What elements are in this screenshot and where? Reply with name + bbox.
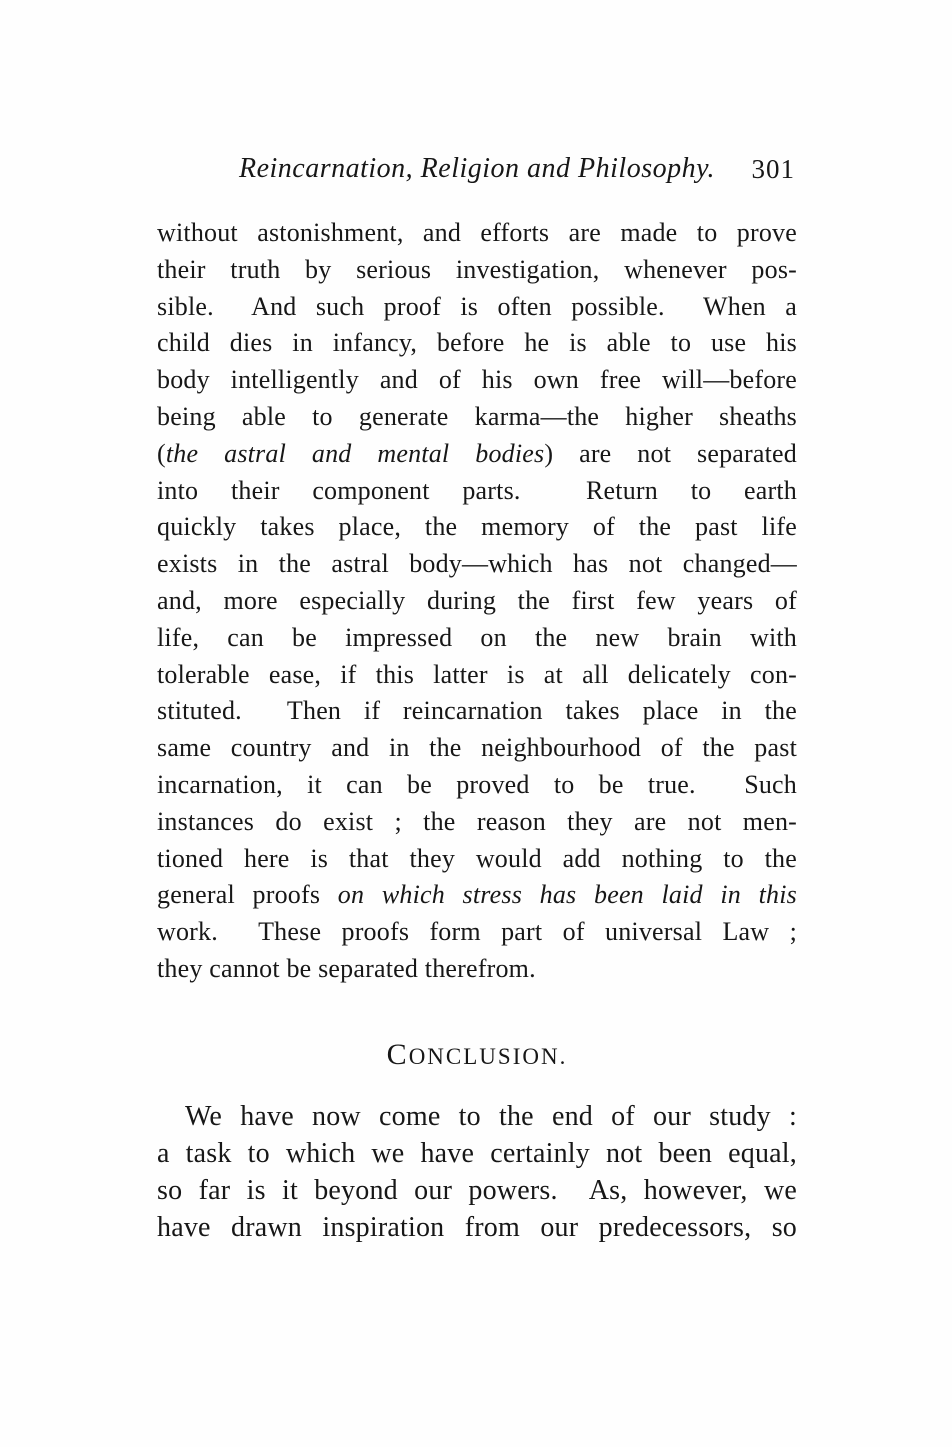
italic-text-segment: the astral and mental bodies xyxy=(165,438,545,468)
text-line xyxy=(157,1135,797,1172)
text-line xyxy=(157,1098,797,1135)
text-line xyxy=(157,289,797,326)
text-segment: tioned here is that they would add nothing to the xyxy=(157,843,797,873)
text-segment: same country and in the neighbourhood of the past xyxy=(157,733,797,763)
text-line xyxy=(157,730,797,767)
text-line xyxy=(157,362,797,399)
text-line xyxy=(157,841,797,878)
section-heading-rest: ONCLUSION. xyxy=(408,1043,568,1069)
text-segment: and, more especially during the first few years of xyxy=(157,585,797,615)
text-segment: sible. And such proof is often possible. When a xyxy=(157,291,797,321)
text-segment: being able to generate karma—the higher sheaths xyxy=(157,401,797,431)
text-segment: quickly takes place, the memory of the past life xyxy=(157,512,797,542)
text-segment: child dies in infancy, before he is able to use his xyxy=(157,328,797,358)
paragraph-conclusion xyxy=(157,1098,797,1247)
text-line xyxy=(157,583,797,620)
text-line xyxy=(157,399,797,436)
text-segment: so far is it beyond our powers. As, however, we xyxy=(157,1175,797,1207)
text-segment: instances do exist ; the reason they are not men- xyxy=(157,806,797,836)
italic-text-segment: on which stress has been laid in this xyxy=(337,880,797,910)
text-segment: work. These proofs form part of universal Law ; xyxy=(157,917,797,947)
section-heading-initial: C xyxy=(386,1037,409,1071)
text-line xyxy=(157,877,797,914)
text-line xyxy=(157,473,797,510)
text-segment: into their component parts. Return to earth xyxy=(157,475,797,505)
text-line xyxy=(157,657,797,694)
text-segment: without astonishment, and efforts are made to prove xyxy=(157,218,797,247)
text-line xyxy=(157,509,797,546)
section-heading xyxy=(157,1037,797,1072)
text-segment: We have now come to the end of our study : xyxy=(185,1100,797,1132)
text-segment: tolerable ease, if this latter is at all delicately con- xyxy=(157,659,797,689)
page-content xyxy=(157,0,797,1247)
paragraph-continuation xyxy=(157,215,797,988)
text-segment: ) are not separated xyxy=(544,438,797,468)
running-header xyxy=(157,153,797,185)
text-segment: general proofs xyxy=(157,880,338,910)
text-segment: life, can be impressed on the new brain with xyxy=(157,622,797,652)
text-line xyxy=(157,325,797,362)
text-line xyxy=(157,1172,797,1209)
running-header-title: Reincarnation, Religion and Philosophy. xyxy=(238,153,715,184)
text-line xyxy=(157,620,797,657)
text-line xyxy=(157,951,797,988)
text-line xyxy=(157,693,797,730)
text-line xyxy=(157,252,797,289)
page-number: 301 xyxy=(751,154,795,184)
text-line xyxy=(157,436,797,473)
text-segment: stituted. Then if reincarnation takes place in the xyxy=(157,696,797,726)
text-segment: body intelligently and of his own free will—before xyxy=(157,365,797,395)
text-segment: their truth by serious investigation, whenever pos- xyxy=(157,254,797,284)
text-segment: exists in the astral body—which has not changed— xyxy=(157,549,797,579)
text-segment: they cannot be separated therefrom. xyxy=(157,953,536,983)
text-segment: have drawn inspiration from our predecessors, so xyxy=(157,1212,797,1244)
text-line xyxy=(157,767,797,804)
text-segment: ( xyxy=(157,438,166,468)
text-line xyxy=(157,215,797,252)
text-line xyxy=(157,546,797,583)
text-segment: a task to which we have certainly not been equal, xyxy=(157,1137,797,1169)
text-line xyxy=(157,914,797,951)
text-line xyxy=(157,804,797,841)
text-segment: incarnation, it can be proved to be true. Such xyxy=(157,769,797,799)
text-line xyxy=(157,1209,797,1246)
